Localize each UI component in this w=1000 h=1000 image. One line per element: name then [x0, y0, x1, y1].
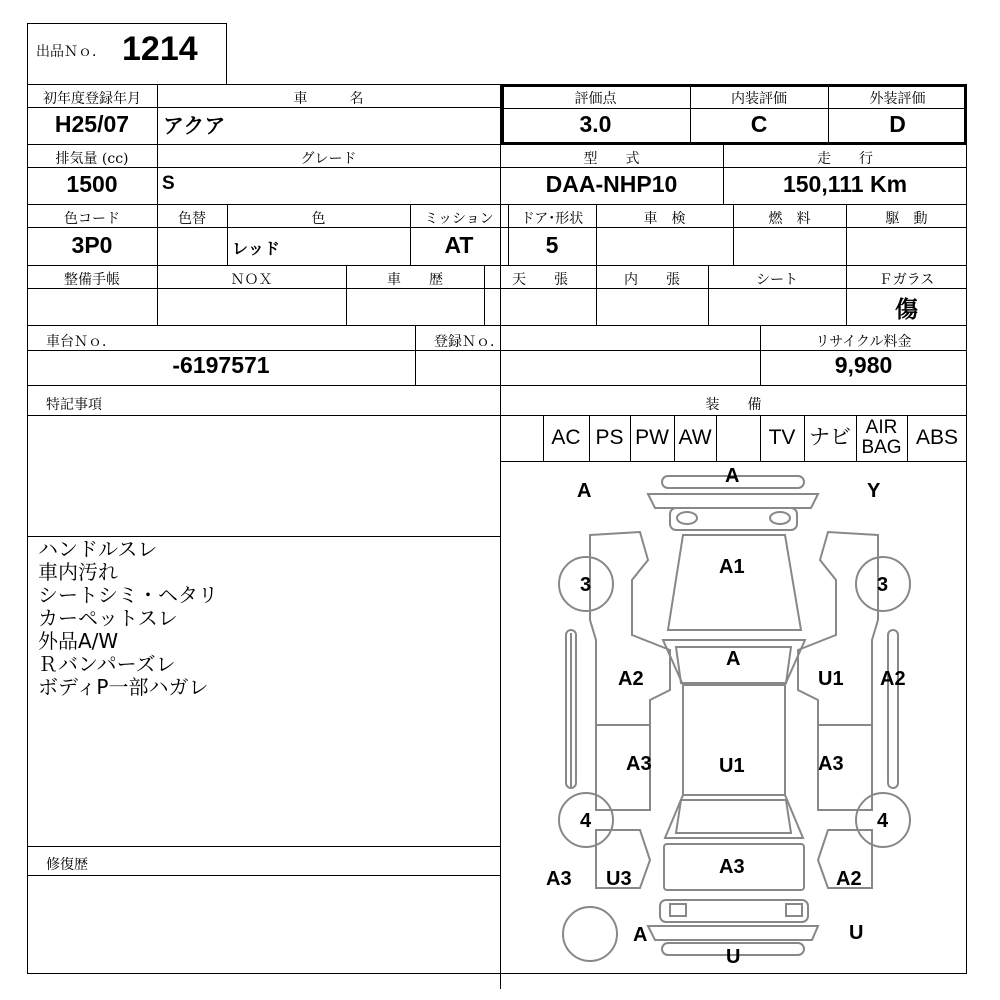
chassis-label: 車台Ｎｏ．: [46, 334, 116, 350]
equipment-tv: TV: [768, 426, 796, 449]
doors-value: 5: [545, 232, 559, 258]
color-value: レッド: [232, 241, 280, 258]
maintenance-label: 整備手帳: [64, 272, 120, 288]
exterior-label: 外装評価: [869, 91, 926, 107]
exterior-value: D: [889, 111, 906, 137]
history-label: 車 歴: [387, 272, 443, 288]
interior-label: 内装評価: [731, 91, 787, 107]
mileage-value: 150,111 Km: [782, 171, 908, 197]
nox-label: ＮＯＸ: [230, 272, 273, 288]
grade-label: グレード: [300, 151, 357, 167]
year-label: 初年度登録年月: [43, 91, 141, 107]
seat-label: シート: [756, 272, 798, 288]
remarks-list: [38, 538, 218, 699]
notes-label: 特記事項: [46, 397, 102, 413]
equipment-ac: AC: [551, 426, 581, 449]
damage-front-left: A: [577, 480, 592, 502]
damage-right-quarter: A2: [836, 868, 862, 890]
equipment-abs: ABS: [915, 426, 959, 449]
recycle-label: リサイクル料金: [815, 334, 912, 350]
lot-number: 1214: [122, 30, 198, 68]
inspection-label: 車 検: [643, 211, 686, 227]
damage-left-rear-door: A3: [626, 753, 652, 775]
color-code-label: 色コード: [64, 211, 120, 227]
repair-label: 修復歴: [46, 857, 88, 873]
grade-value: S: [162, 173, 175, 194]
interior-trim-label: 内 張: [624, 272, 680, 288]
equipment-aw: AW: [678, 426, 712, 449]
displacement-value: 1500: [66, 171, 118, 197]
damage-rear-bumper-left: A: [633, 924, 648, 946]
damage-hood: A1: [719, 556, 745, 578]
color-change-label: 色替: [178, 211, 206, 227]
lot-label: 出品Ｎｏ．: [36, 44, 106, 60]
model-label: 型 式: [583, 151, 640, 167]
damage-left-quarter: A3: [546, 868, 572, 890]
damage-roof: U1: [719, 755, 745, 777]
remark-item: カーペットスレ: [38, 606, 178, 630]
year-value: H25/07: [54, 111, 130, 137]
doors-label: ドア･形状: [520, 211, 584, 227]
mileage-label: 走 行: [817, 151, 873, 167]
damage-windshield: A: [726, 648, 741, 670]
damage-right-front-door: A2: [880, 668, 906, 690]
transmission-value: AT: [444, 232, 474, 258]
remark-item: 外品A/W: [38, 629, 119, 653]
score-value: 3.0: [579, 111, 612, 137]
damage-right-front-wheel: 3: [877, 574, 889, 596]
damage-front-right: Y: [867, 480, 881, 502]
fuel-label: 燃 料: [768, 211, 811, 227]
interior-value: C: [750, 111, 768, 137]
equipment-airbag-line2: BAG: [861, 437, 902, 458]
damage-left-front-door: A2: [618, 668, 644, 690]
displacement-label: 排気量 (cc): [55, 151, 129, 167]
damage-front-bumper: A: [725, 465, 740, 487]
damage-trunk: A3: [719, 856, 745, 878]
model-value: DAA-NHP10: [545, 171, 678, 197]
remark-item: ボディP一部ハガレ: [38, 675, 209, 699]
drive-label: 駆 動: [885, 211, 928, 227]
car-name-value: アクア: [163, 115, 226, 138]
damage-left-rear: U3: [606, 868, 632, 890]
equipment-airbag-line1: AIR: [865, 417, 898, 438]
transmission-label: ミッション: [424, 211, 494, 227]
remark-item: シートシミ・ヘタリ: [38, 583, 218, 607]
f-glass-value: 傷: [895, 296, 918, 322]
damage-right-rear-wheel: 4: [877, 810, 889, 832]
remark-item: 車内汚れ: [38, 560, 118, 584]
score-label: 評価点: [574, 91, 617, 107]
damage-right-rear-door: A3: [818, 753, 844, 775]
damage-right-front-fender: U1: [818, 668, 844, 690]
color-code-value: 3P0: [71, 232, 113, 258]
damage-rear-bumper: U: [726, 946, 741, 968]
equipment-pw: PW: [635, 426, 669, 449]
car-diagram: [501, 461, 967, 974]
f-glass-label: Ｆガラス: [878, 272, 935, 288]
damage-rear-bumper-right: U: [849, 922, 864, 944]
damage-left-front-wheel: 3: [580, 574, 592, 596]
equipment-navi: ナビ: [809, 426, 851, 449]
car-name-label: 車 名: [293, 91, 364, 107]
remark-item: Ｒバンパーズレ: [38, 652, 176, 676]
chassis-value: -6197571: [172, 352, 270, 378]
registration-label: 登録Ｎｏ．: [434, 334, 504, 350]
damage-left-rear-wheel: 4: [580, 810, 592, 832]
roof-label: 天 張: [512, 272, 568, 288]
recycle-value: 9,980: [834, 352, 893, 378]
remark-item: ハンドルスレ: [38, 537, 158, 561]
color-label: 色: [311, 211, 326, 227]
equipment-ps: PS: [595, 426, 624, 449]
equipment-label: 装 備: [705, 397, 762, 413]
